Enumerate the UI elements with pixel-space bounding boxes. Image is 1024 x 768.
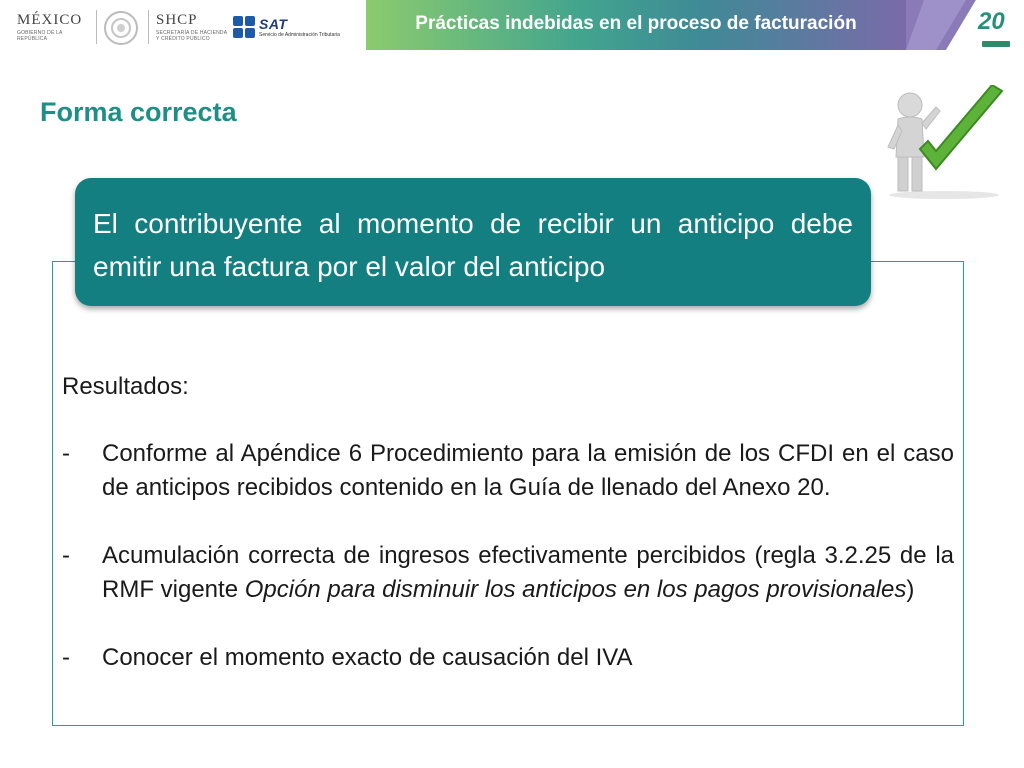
bullet-text: Conforme al Apéndice 6 Procedimiento para la emisión de los CFDI en el caso de anticipos recibidos contenido en la Guía de llenado del Anexo 20. <box>102 440 954 501</box>
results-list <box>62 437 954 709</box>
list-item <box>62 641 954 675</box>
bullet-text: Acumulación correcta de ingresos efectivamente percibidos (regla 3.2.25 de la RMF vigente <box>102 542 954 603</box>
anniversary-number: 20 <box>978 8 1005 35</box>
shcp-logo <box>156 12 228 44</box>
sat-logo-name: SAT <box>259 16 288 32</box>
sat-logo-subtitle: Servicio de Administración Tributaria <box>259 32 340 38</box>
list-item <box>62 437 954 505</box>
banner-title: Prácticas indebidas en el proceso de facturación <box>415 13 857 34</box>
results-title: Resultados: <box>62 373 189 400</box>
mexico-logo-subtitle: GOBIERNO DE LA REPÚBLICA <box>17 30 63 42</box>
bullet-text: Conocer el momento exacto de causación del IVA <box>102 644 633 671</box>
shcp-logo-line2: Y CRÉDITO PÚBLICO <box>156 36 210 42</box>
sat-mark-icon <box>233 16 257 40</box>
bullet-text-end: ) <box>906 576 915 603</box>
shcp-logo-line1: SECRETARÍA DE HACIENDA <box>156 30 228 36</box>
slide-title: Forma correcta <box>40 97 237 127</box>
anniversary-bar <box>982 41 1010 47</box>
logo-divider <box>96 10 97 44</box>
bullet-dash: - <box>62 542 70 569</box>
list-item <box>62 539 954 607</box>
shcp-logo-name: SHCP <box>156 12 198 28</box>
bullet-dash: - <box>62 644 70 671</box>
logo-divider <box>148 10 149 44</box>
coat-of-arms-icon <box>104 11 138 45</box>
person-with-checkmark-icon <box>874 85 1014 200</box>
mexico-logo-name: MÉXICO <box>17 12 83 28</box>
gobierno-mexico-logo <box>17 12 89 44</box>
bullet-text-italic: Opción para disminuir los anticipos en los pagos provisionales <box>244 576 907 603</box>
anniversary-badge <box>974 8 1018 50</box>
bullet-dash: - <box>62 440 70 467</box>
title-banner <box>366 0 906 50</box>
header <box>0 0 1024 50</box>
callout-text: El contribuyente al momento de recibir un anticipo debe emitir una factura por el valor del anticipo <box>93 208 853 282</box>
sat-logo <box>233 14 353 42</box>
callout-box <box>75 178 871 306</box>
